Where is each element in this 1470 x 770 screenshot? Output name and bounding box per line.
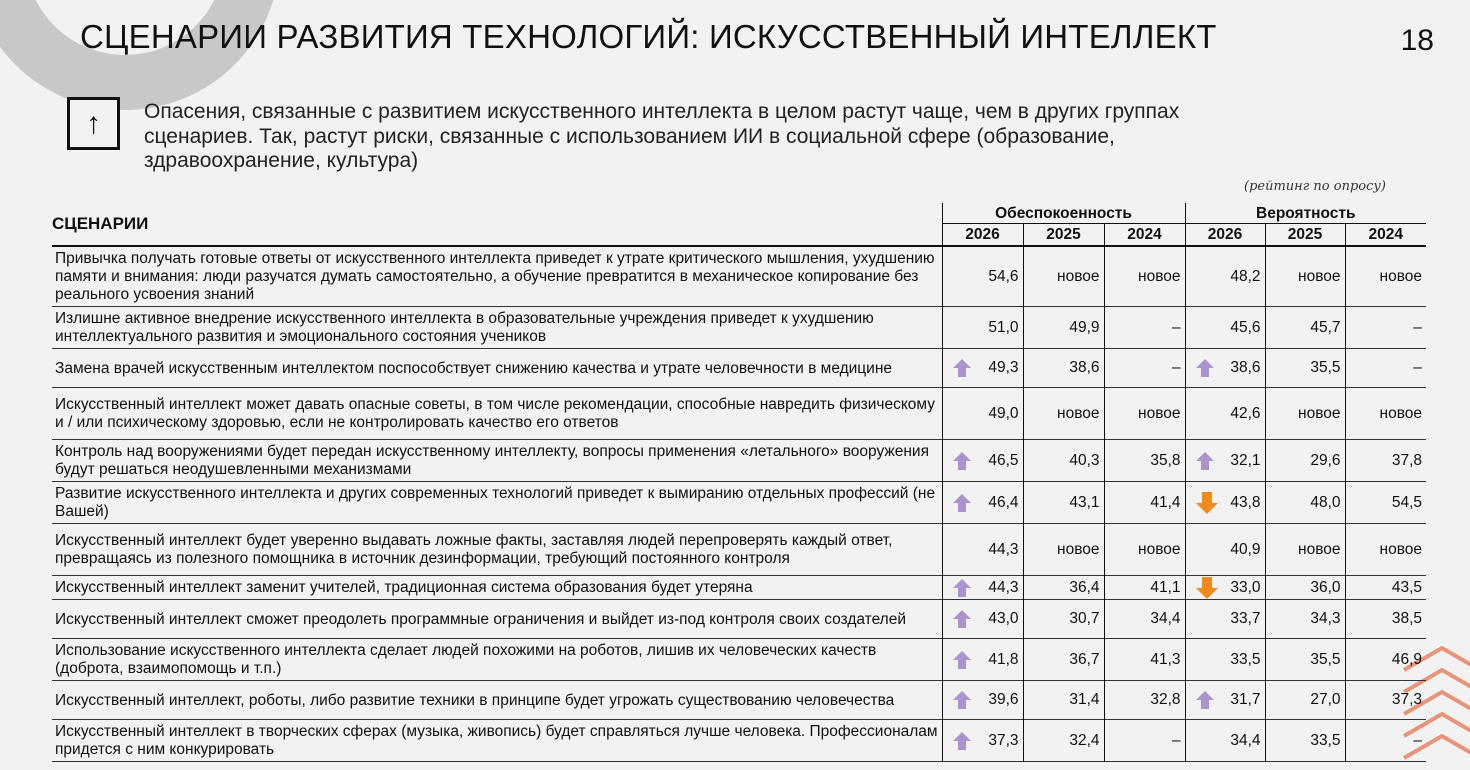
scenario-text: Искусственный интеллект заменит учителей, традиционная система образования будет утеряна xyxy=(55,579,753,596)
value-text: 37,8 xyxy=(1391,451,1423,469)
table-row xyxy=(52,246,1426,307)
value-cell xyxy=(1345,349,1426,388)
value-cell xyxy=(942,482,1023,524)
scenario-text: Развитие искусственного интеллекта и других современных технологий приведет к вымиранию отдельных профессий (не Вашей) xyxy=(55,485,936,520)
value-text: 46,5 xyxy=(988,451,1019,469)
value-text: 34,3 xyxy=(1310,610,1341,627)
value-text: 31,7 xyxy=(1230,691,1261,708)
value-text: 36,7 xyxy=(1069,650,1100,668)
value-text: 43,8 xyxy=(1230,493,1261,511)
scenario-text: Искусственный интеллект, роботы, либо развитие техники в принципе будет угрожать существованию человечества xyxy=(55,691,895,709)
value-cell xyxy=(1345,440,1426,482)
value-cell xyxy=(1104,388,1185,440)
scenarios-header: СЦЕНАРИИ xyxy=(52,203,942,246)
value-text: новое xyxy=(1298,540,1341,558)
year-header: 2026 xyxy=(1185,224,1265,247)
value-cell xyxy=(1185,681,1265,720)
value-text: 49,3 xyxy=(988,359,1019,376)
arrow-up-icon xyxy=(953,732,971,750)
value-cell xyxy=(942,307,1023,349)
value-text: 31,4 xyxy=(1069,691,1100,708)
value-cell xyxy=(1104,482,1185,524)
value-cell xyxy=(1345,576,1426,600)
arrow-up-icon xyxy=(1196,359,1214,377)
year-header: 2024 xyxy=(1345,224,1426,247)
value-text: 48,0 xyxy=(1310,493,1341,511)
value-text: – xyxy=(1171,731,1181,749)
table-row xyxy=(52,639,1426,681)
value-text: новое xyxy=(1138,267,1181,285)
value-cell xyxy=(942,246,1023,307)
value-text: 41,1 xyxy=(1150,578,1181,596)
table-row xyxy=(52,482,1426,524)
value-text: 43,5 xyxy=(1391,578,1423,596)
value-cell xyxy=(1185,600,1265,639)
value-cell xyxy=(1104,246,1185,307)
year-header: 2024 xyxy=(1104,224,1185,247)
value-cell xyxy=(1265,440,1345,482)
value-cell xyxy=(1185,576,1265,600)
table-row xyxy=(52,576,1426,600)
arrow-up-icon xyxy=(953,691,971,709)
table-row xyxy=(52,388,1426,440)
value-cell xyxy=(942,681,1023,720)
value-text: 35,5 xyxy=(1310,650,1341,668)
value-cell xyxy=(1023,576,1104,600)
table-row xyxy=(52,440,1426,482)
year-header: 2025 xyxy=(1265,224,1345,247)
arrow-up-icon xyxy=(953,452,971,470)
value-text: 54,6 xyxy=(988,267,1019,285)
value-cell xyxy=(1023,482,1104,524)
scenario-text: Привычка получать готовые ответы от искусственного интеллекта приведет к утрате критического мышления, ухудшению памяти и внимания: люди разучатся думать самостоятельно, а обучение превратится в механическое копирование без реального усвоения знаний xyxy=(55,250,935,303)
value-text: 45,6 xyxy=(1230,318,1261,336)
value-text: 36,4 xyxy=(1069,578,1100,596)
value-text: – xyxy=(1413,359,1423,376)
value-text: 33,0 xyxy=(1230,578,1261,596)
value-cell xyxy=(1023,349,1104,388)
value-text: – xyxy=(1171,318,1181,336)
value-text: 49,0 xyxy=(988,404,1019,422)
value-text: 29,6 xyxy=(1310,451,1341,469)
value-text: 33,5 xyxy=(1310,731,1341,749)
value-cell xyxy=(1023,639,1104,681)
arrow-up-icon xyxy=(953,494,971,512)
value-cell xyxy=(942,524,1023,576)
probability-header: Вероятность xyxy=(1185,203,1426,224)
value-cell xyxy=(1185,720,1265,762)
value-cell xyxy=(1345,720,1426,762)
table-row xyxy=(52,524,1426,576)
value-cell xyxy=(1104,307,1185,349)
value-text: – xyxy=(1413,731,1423,749)
value-cell xyxy=(1345,307,1426,349)
scenario-text: Искусственный интеллект в творческих сферах (музыка, живопись) будет справляться лучше человека. Профессионалам придется с ним конкурировать xyxy=(55,723,938,758)
value-cell xyxy=(1104,639,1185,681)
value-cell xyxy=(1023,720,1104,762)
value-cell xyxy=(1185,482,1265,524)
value-cell xyxy=(1185,524,1265,576)
arrow-up-icon xyxy=(953,579,971,597)
value-text: 39,6 xyxy=(988,691,1019,708)
value-cell xyxy=(1023,524,1104,576)
value-cell xyxy=(1104,720,1185,762)
value-text: 41,3 xyxy=(1150,650,1181,668)
value-text: 51,0 xyxy=(988,318,1019,336)
value-text: 40,3 xyxy=(1069,451,1100,469)
value-cell xyxy=(1023,600,1104,639)
value-text: 34,4 xyxy=(1230,731,1261,749)
value-text: 35,8 xyxy=(1150,451,1181,469)
value-text: 30,7 xyxy=(1069,610,1100,627)
table-row xyxy=(52,681,1426,720)
value-cell xyxy=(1185,639,1265,681)
arrow-up-icon xyxy=(953,651,971,669)
value-text: 33,5 xyxy=(1230,650,1261,668)
scenario-text: Искусственный интеллект сможет преодолеть программные ограничения и выйдет из-под контроля своих создателей xyxy=(55,610,907,628)
arrow-up-icon xyxy=(1196,452,1214,470)
value-cell xyxy=(1345,524,1426,576)
value-cell xyxy=(1104,440,1185,482)
intro-text: Опасения, связанные с развитием искусственного интеллекта в целом растут чаще, чем в других группах сценариев. Так, растут риски, связанные с использованием ИИ в социальной сфере (образование, здравоохранение, культура) xyxy=(144,100,1180,172)
arrow-down-icon xyxy=(1196,577,1218,599)
value-text: 38,5 xyxy=(1391,610,1423,627)
value-cell xyxy=(1185,440,1265,482)
arrow-up-icon xyxy=(1196,691,1214,709)
arrow-up-glyph: ↑ xyxy=(86,106,101,140)
value-cell xyxy=(1345,482,1426,524)
value-cell xyxy=(1345,246,1426,307)
value-cell xyxy=(1265,307,1345,349)
year-header: 2025 xyxy=(1023,224,1104,247)
year-header: 2026 xyxy=(942,224,1023,247)
value-text: новое xyxy=(1138,540,1181,558)
value-cell xyxy=(1265,388,1345,440)
value-cell xyxy=(942,720,1023,762)
value-cell xyxy=(1023,246,1104,307)
value-cell xyxy=(1265,681,1345,720)
value-text: 44,3 xyxy=(988,578,1019,596)
value-cell xyxy=(1265,639,1345,681)
arrow-up-icon xyxy=(953,359,971,377)
value-text: 48,2 xyxy=(1230,267,1261,285)
value-text: 49,9 xyxy=(1069,318,1100,336)
value-cell xyxy=(942,600,1023,639)
value-cell xyxy=(1265,576,1345,600)
value-text: новое xyxy=(1057,267,1100,285)
value-text: новое xyxy=(1138,404,1181,422)
table-row xyxy=(52,307,1426,349)
value-cell xyxy=(1104,681,1185,720)
value-cell xyxy=(1023,681,1104,720)
value-cell xyxy=(1185,388,1265,440)
value-text: 41,8 xyxy=(988,650,1019,668)
value-cell xyxy=(1104,349,1185,388)
value-cell xyxy=(942,388,1023,440)
value-cell xyxy=(942,576,1023,600)
value-cell xyxy=(942,440,1023,482)
value-text: 43,0 xyxy=(988,610,1019,627)
scenario-text: Использование искусственного интеллекта сделает людей похожими на роботов, лишив их человеческих качеств (доброта, взаимопомощь и т.п.) xyxy=(55,642,877,677)
value-text: новое xyxy=(1379,267,1423,285)
value-text: 54,5 xyxy=(1391,493,1423,511)
value-cell xyxy=(1345,681,1426,720)
value-text: 37,3 xyxy=(1391,691,1423,708)
value-text: новое xyxy=(1298,404,1341,422)
arrow-up-icon xyxy=(67,97,120,150)
value-cell xyxy=(1265,482,1345,524)
value-text: 36,0 xyxy=(1310,578,1341,596)
value-cell xyxy=(1345,388,1426,440)
page-title: СЦЕНАРИИ РАЗВИТИЯ ТЕХНОЛОГИЙ: ИСКУССТВЕННЫЙ ИНТЕЛЛЕКТ xyxy=(80,18,1217,55)
value-text: 27,0 xyxy=(1310,691,1341,708)
value-cell xyxy=(1023,388,1104,440)
value-text: 34,4 xyxy=(1150,610,1181,627)
value-text: 44,3 xyxy=(988,540,1019,558)
arrow-up-icon xyxy=(953,610,971,628)
value-cell xyxy=(942,349,1023,388)
value-cell xyxy=(942,639,1023,681)
value-text: – xyxy=(1171,359,1181,376)
value-text: 32,4 xyxy=(1069,731,1100,749)
value-cell xyxy=(1185,349,1265,388)
value-text: 33,7 xyxy=(1230,610,1261,627)
scenario-text: Замена врачей искусственным интеллектом поспособствует снижению качества и утрате человечности в медицине xyxy=(55,359,893,377)
value-text: новое xyxy=(1057,404,1100,422)
scenario-text: Излишне активное внедрение искусственного интеллекта в образовательные учреждения приведет к ухудшению интеллектуального развития и эмоционального состояния учеников xyxy=(55,310,874,345)
value-text: – xyxy=(1413,318,1423,336)
page-number: 18 xyxy=(1400,24,1434,57)
table-row xyxy=(52,600,1426,639)
value-cell xyxy=(1185,307,1265,349)
value-cell xyxy=(1185,246,1265,307)
concern-header: Обеспокоенность xyxy=(942,203,1185,224)
value-cell xyxy=(1265,349,1345,388)
scenarios-table xyxy=(52,203,1426,762)
arrow-down-icon xyxy=(1196,492,1218,514)
scenario-text: Искусственный интеллект может давать опасные советы, в том числе рекомендации, способные навредить физическому и / или психическому здоровью, если не контролировать качество его ответов xyxy=(55,396,936,431)
scenario-text: Контроль над вооружениями будет передан искусственному интеллекту, вопросы применения «летального» вооружения будут решаться неодушевленными механизмами xyxy=(55,443,929,478)
value-text: 45,7 xyxy=(1310,318,1341,336)
value-text: новое xyxy=(1379,540,1423,558)
value-cell xyxy=(1265,524,1345,576)
value-text: 32,8 xyxy=(1150,691,1181,708)
scenario-text: Искусственный интеллект будет уверенно выдавать ложные факты, заставляя людей перепроверять каждый ответ, превращаясь из полезного помощника в источник дезинформации, требующий постоянного контроля xyxy=(55,532,893,567)
value-text: 46,9 xyxy=(1391,650,1423,668)
value-text: 42,6 xyxy=(1230,404,1261,422)
value-text: 38,6 xyxy=(1230,359,1261,376)
value-cell xyxy=(1104,524,1185,576)
rating-note: (рейтинг по опросу) xyxy=(1244,179,1386,194)
value-cell xyxy=(1023,440,1104,482)
value-text: новое xyxy=(1057,540,1100,558)
value-text: 38,6 xyxy=(1069,359,1100,376)
value-text: новое xyxy=(1298,267,1341,285)
value-text: 35,5 xyxy=(1310,359,1341,376)
value-cell xyxy=(1265,720,1345,762)
value-text: 46,4 xyxy=(988,493,1019,511)
value-text: 40,9 xyxy=(1230,540,1261,558)
value-cell xyxy=(1265,246,1345,307)
value-cell xyxy=(1104,576,1185,600)
value-cell xyxy=(1345,600,1426,639)
value-cell xyxy=(1023,307,1104,349)
value-cell xyxy=(1265,600,1345,639)
value-cell xyxy=(1345,639,1426,681)
value-text: 32,1 xyxy=(1230,451,1261,469)
value-text: 43,1 xyxy=(1069,493,1100,511)
table-row xyxy=(52,349,1426,388)
value-text: 37,3 xyxy=(988,731,1019,749)
value-text: новое xyxy=(1379,404,1423,422)
table-row xyxy=(52,720,1426,762)
value-text: 41,4 xyxy=(1150,493,1181,511)
value-cell xyxy=(1104,600,1185,639)
